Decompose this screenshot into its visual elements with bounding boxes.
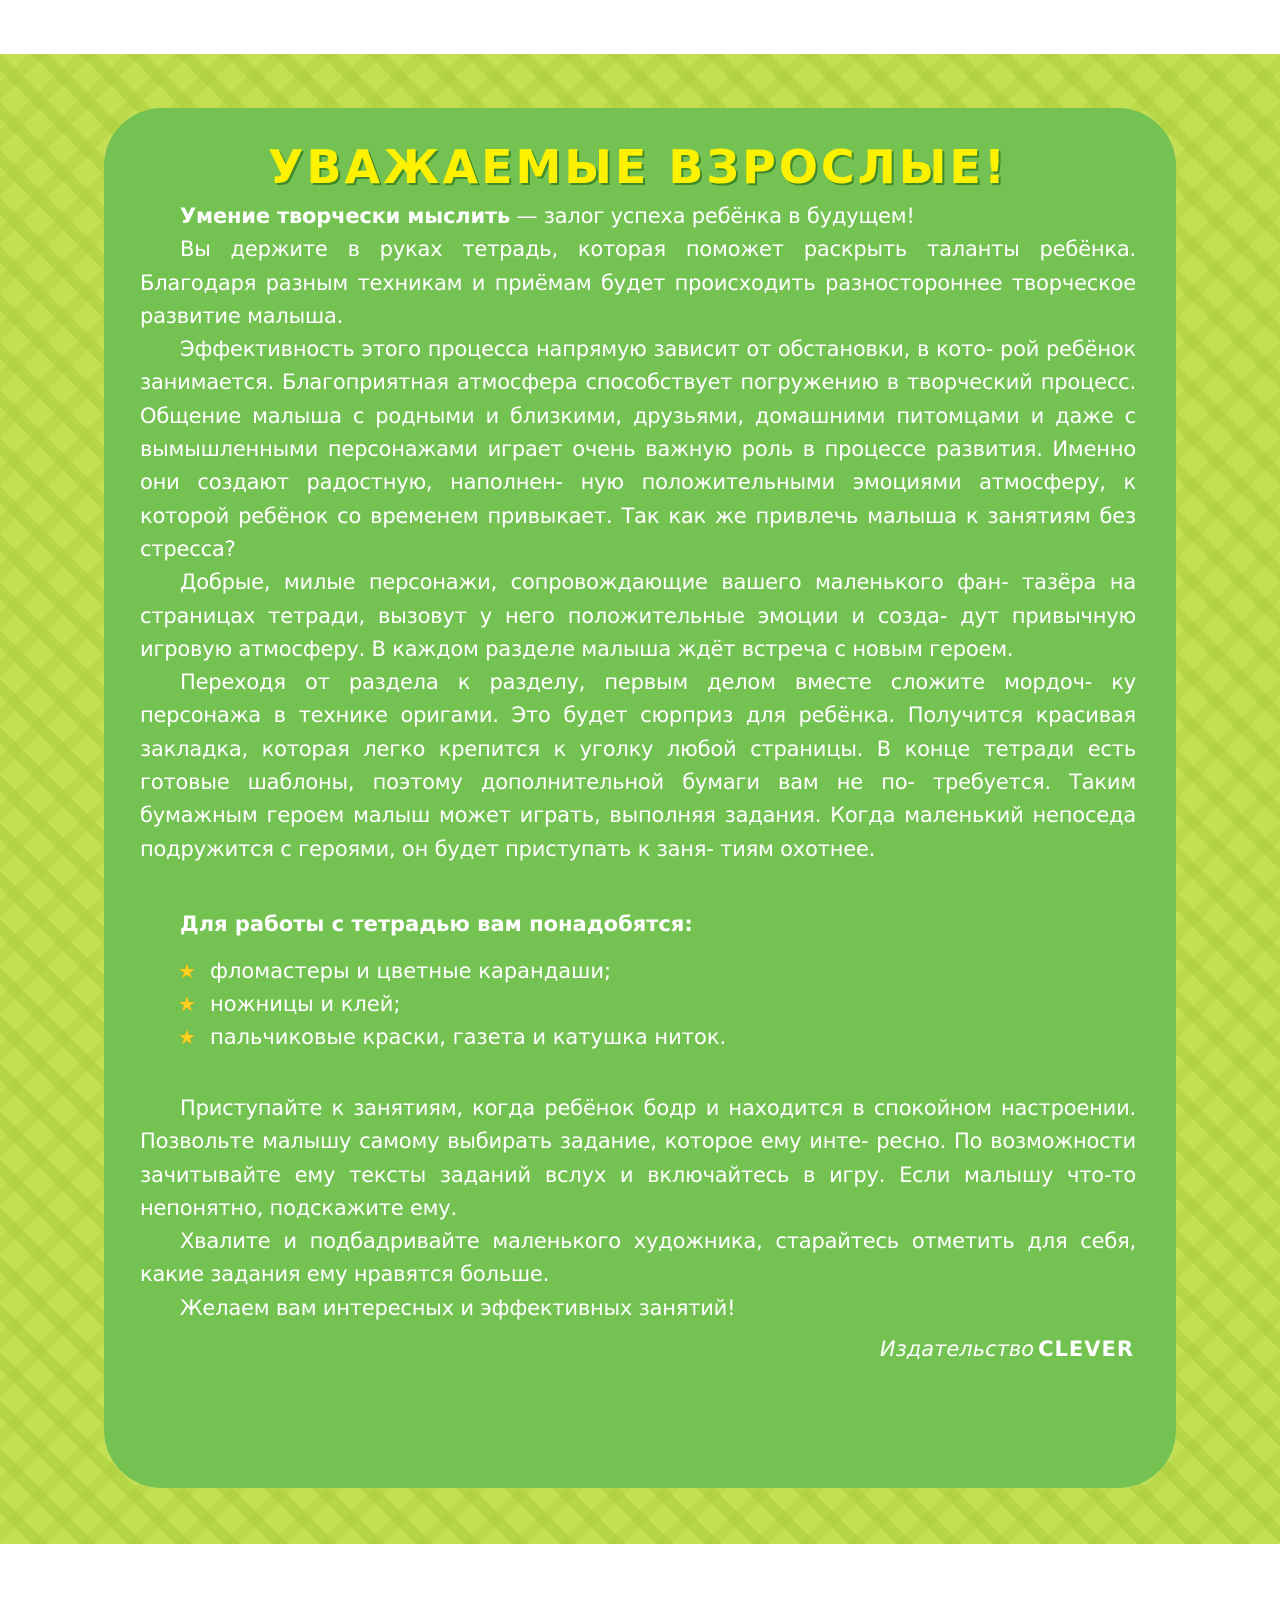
paragraph-3: Добрые, милые персонажи, сопровождающие вашего маленького фан- тазёра на страницах тетради, вызовут у него положительные эмоции и созда- дут привычную игровую атмосферу. В каждом разделе малыша ждёт встреча с новым героем. xyxy=(140,570,1136,661)
closing-paragraph-2: Хвалите и подбадривайте маленького художника, старайтесь отметить для себя, какие задания ему нравятся больше. xyxy=(140,1229,1136,1287)
intro-rest: — залог успеха ребёнка в будущем! xyxy=(510,204,915,228)
closing-paragraph-1: Приступайте к занятиям, когда ребёнок бодр и находится в спокойном настроении. Позвольте малышу самому выбирать задание, которое ему инте- ресно. По возможности зачитывайте ему тексты заданий вслух и включайтесь в игру. Если малышу что-то непонятно, подскажите ему. xyxy=(140,1095,1136,1220)
publisher-logo: CLEVER xyxy=(1038,1337,1134,1362)
star-icon: ★ xyxy=(178,959,196,984)
intro-paragraph xyxy=(140,200,1136,233)
paragraph-2: Эффективность этого процесса напрямую зависит от обстановки, в кото- рой ребёнок занимается. Благоприятная атмосфера способствует погружению в творческий процесс. Общение малыша с родными и близкими, друзьями, домашними питомцами и даже с вымышленными персонажами играет очень важную роль в процессе развития. Именно они создают радостную, наполнен- ную положительными эмоциями атмосферу, к которой ребёнок со временем привыкает. Так как же привлечь малыша к занятиям без стресса? xyxy=(140,337,1136,561)
supply-label: фломастеры и цветные карандаши; xyxy=(210,958,612,983)
supplies-list xyxy=(178,955,1136,1054)
supplies-heading: Для работы с тетрадью вам понадобятся: xyxy=(180,911,693,936)
closing-paragraph-3: Желаем вам интересных и эффективных занятий! xyxy=(180,1295,736,1320)
signature-prefix: Издательство xyxy=(879,1337,1035,1362)
intro-bold: Умение творчески мыслить xyxy=(180,204,511,228)
content-panel xyxy=(104,108,1176,1488)
list-item xyxy=(178,955,1136,988)
paragraph-1: Вы держите в руках тетрадь, которая поможет раскрыть таланты ребёнка. Благодаря разным техникам и приёмам будет происходить разностороннее творческое развитие малыша. xyxy=(140,237,1136,328)
star-icon: ★ xyxy=(178,1025,196,1050)
list-item xyxy=(178,1021,1136,1054)
paragraph-4: Переходя от раздела к разделу, первым делом вместе сложите мордоч- ку персонажа в технике оригами. Это будет сюрприз для ребёнка. Получится красивая закладка, которая легко крепится к уголку любой страницы. В конце тетради есть готовые шаблоны, поэтому дополнительной бумаги вам не по- требуется. Таким бумажным героем малыш может играть, выполняя задания. Когда маленький непоседа подружится с героями, он будет приступать к заня- тиям охотнее. xyxy=(140,670,1136,861)
list-item xyxy=(178,988,1136,1021)
star-icon: ★ xyxy=(178,992,196,1017)
supply-label: пальчиковые краски, газета и катушка ниток. xyxy=(210,1024,727,1049)
supply-label: ножницы и клей; xyxy=(210,991,401,1016)
publisher-signature xyxy=(140,1333,1136,1366)
page-title: УВАЖАЕМЫЕ ВЗРОСЛЫЕ! xyxy=(268,140,1008,194)
